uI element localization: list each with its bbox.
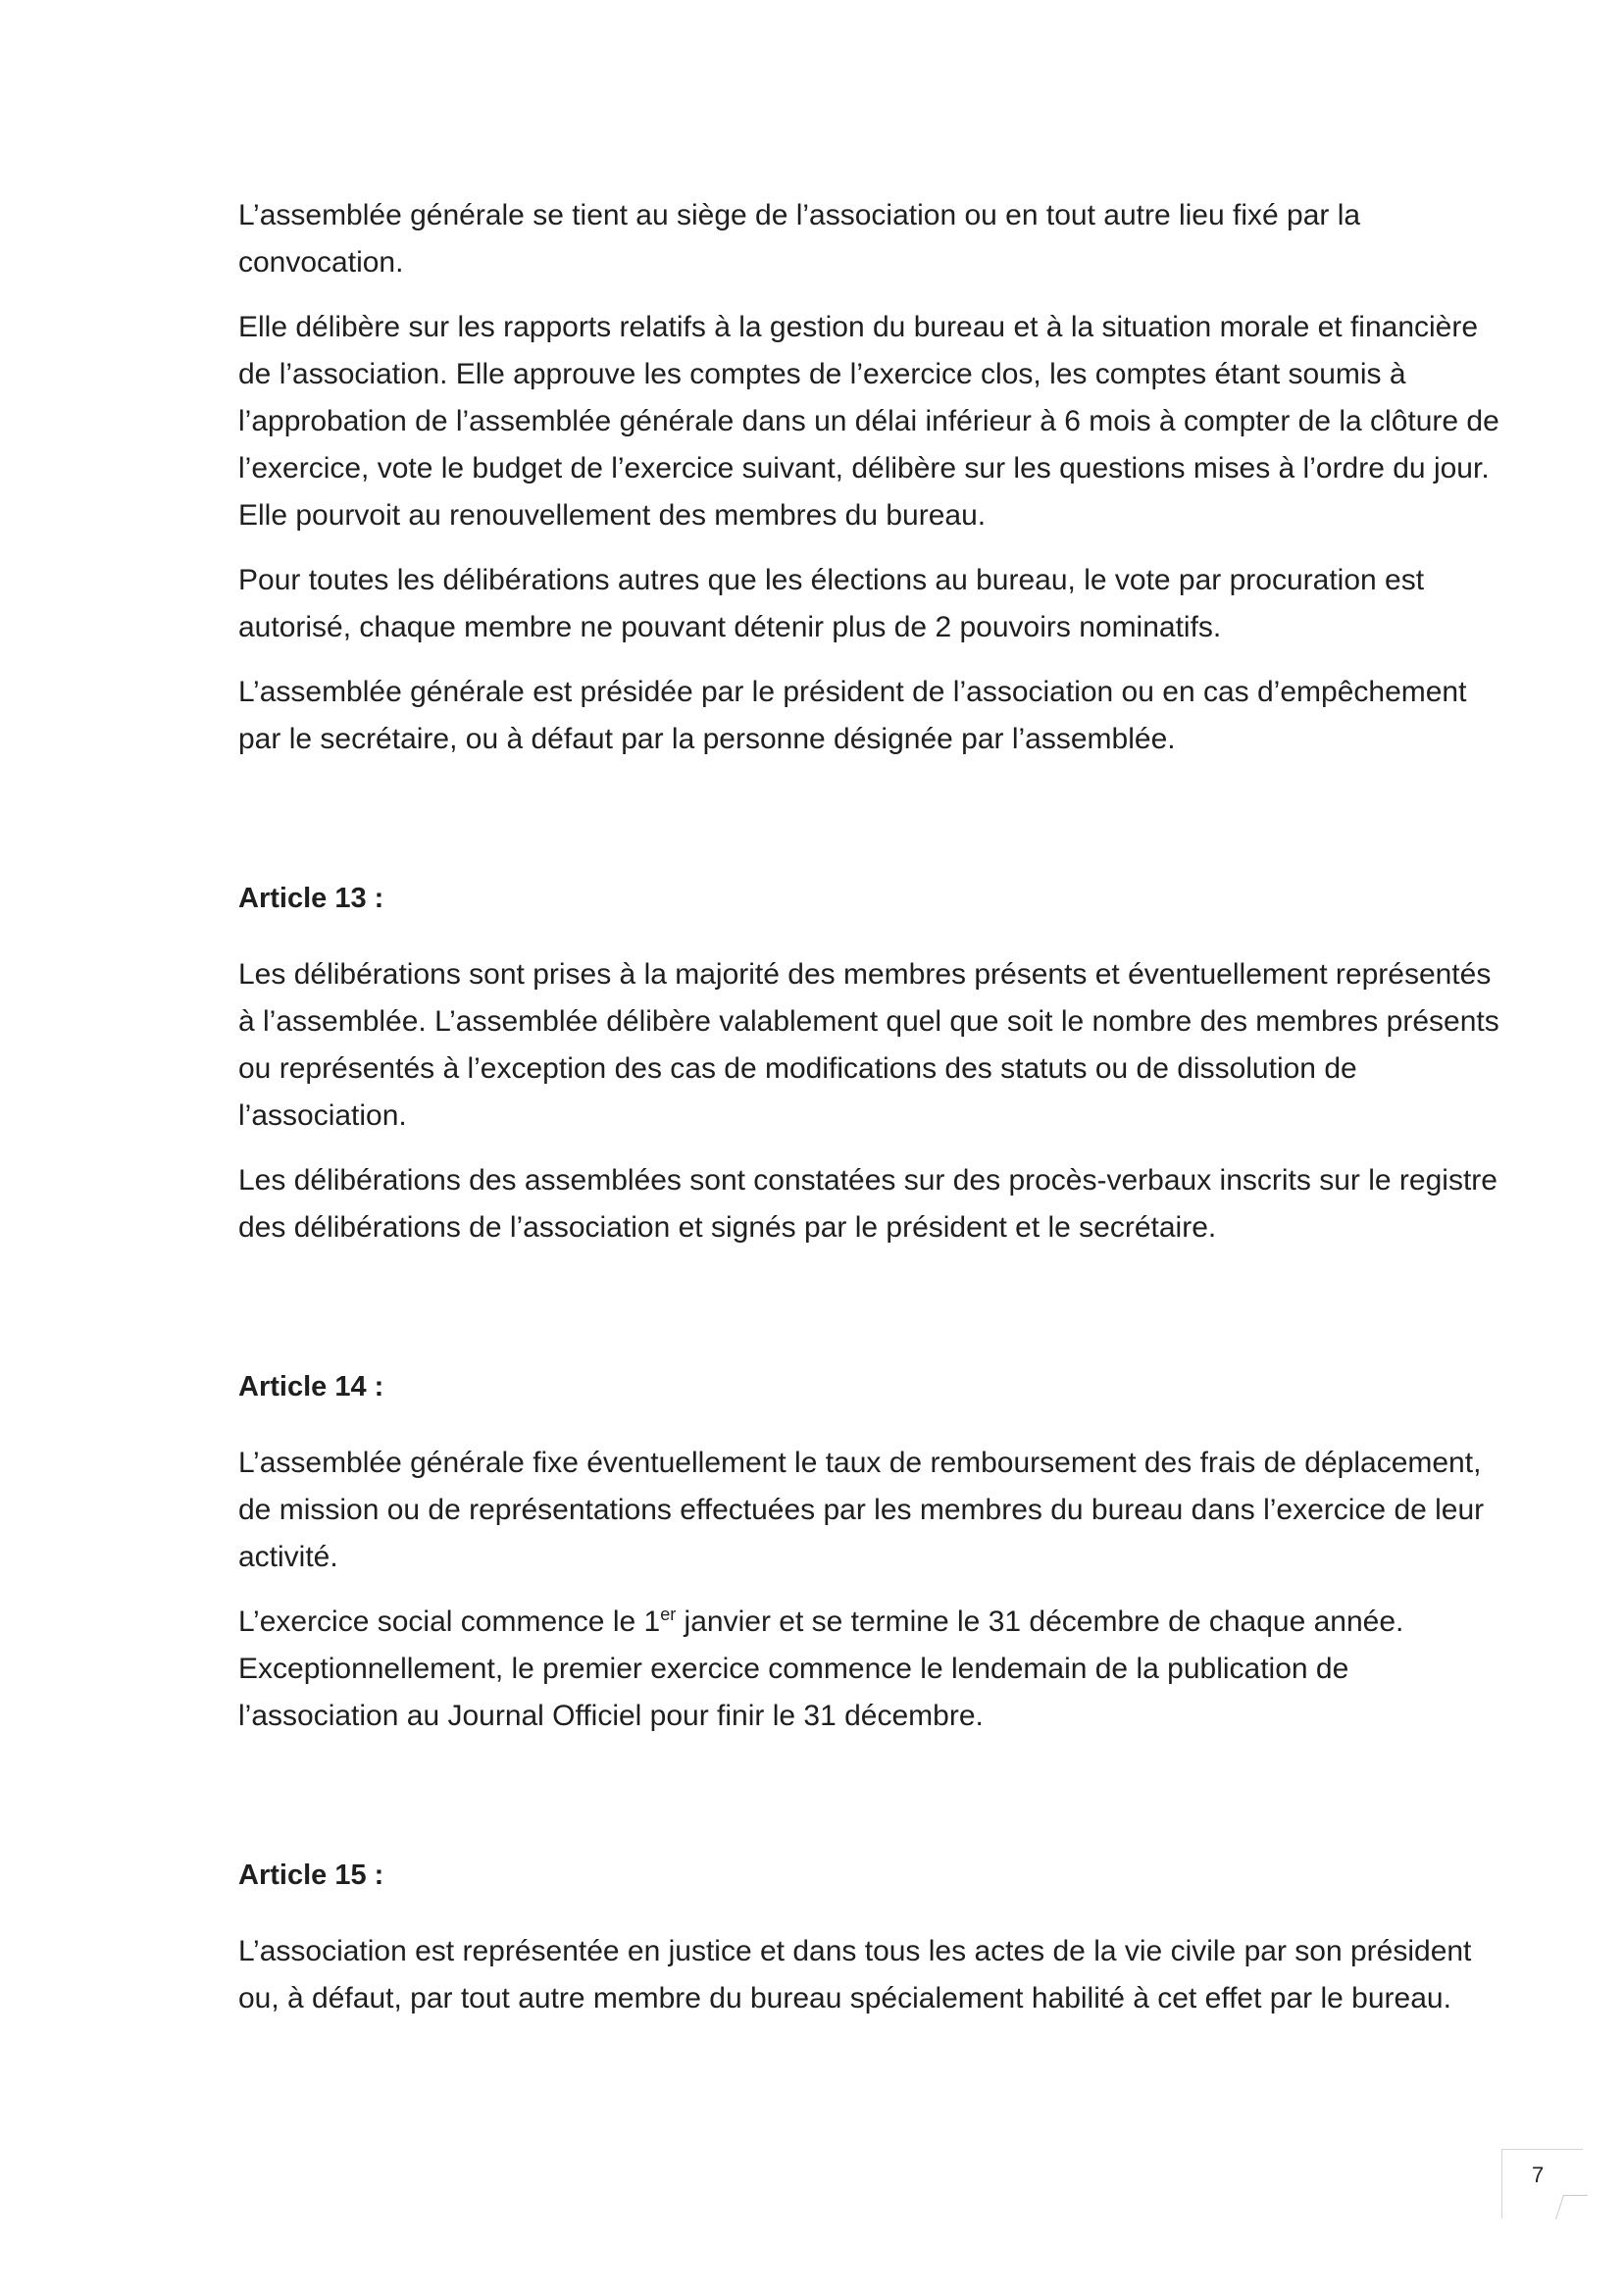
article-15-paragraph-representation: L’association est représentée en justice et dans tous les actes de la vie civile par son président ou, à défaut, par tout autre membre du bureau spécialement habilité à cet effet par le bureau. xyxy=(238,1935,1472,2014)
section-spacer xyxy=(238,1758,1503,1852)
fiscal-year-text-start: L’exercice social commence le 1 xyxy=(238,1606,661,1638)
article-13-paragraph-majority: Les délibérations sont prises à la majorité des membres présents et éventuellement représentés à l’assemblée. L’assemblée délibère valablement quel que soit le nombre des membres présents ou représentés à l’exception des cas de modifications des statuts ou de dissolution de l’association. xyxy=(238,958,1499,1132)
fiscal-year-text-end: janvier et se termine le 31 décembre de chaque année. Exceptionnellement, le premier exercice commence le lendemain de la publication de l’association au Journal Officiel pour finir le 31 décembre. xyxy=(238,1606,1404,1732)
paragraph-proxy-vote: Pour toutes les délibérations autres que les élections au bureau, le vote par procuration est autorisé, chaque membre ne pouvant détenir plus de 2 pouvoirs nominatifs. xyxy=(238,564,1425,643)
ordinal-superscript: er xyxy=(660,1605,677,1624)
article-14-paragraph-fiscal-year xyxy=(238,1599,1503,1740)
section-spacer xyxy=(238,781,1503,875)
article-14-title: Article 14 : xyxy=(238,1371,384,1402)
article-13-paragraph-minutes: Les délibérations des assemblées sont constatées sur des procès-verbaux inscrits sur le registre des délibérations de l’association et signés par le président et le secrétaire. xyxy=(238,1164,1497,1244)
paragraph-assembly-location: L’assemblée générale se tient au siège de l’association ou en tout autre lieu fixé par la convocation. xyxy=(238,199,1361,279)
document-body xyxy=(238,192,1503,2040)
article-14-paragraph-reimbursement: L’assemblée générale fixe éventuellement le taux de remboursement des frais de déplacement, de mission ou de représentations effectuées par les membres du bureau dans l’exercice de leur activité. xyxy=(238,1447,1485,1573)
article-15-title: Article 15 : xyxy=(238,1860,384,1891)
page-number: 7 xyxy=(1532,2163,1545,2187)
section-spacer xyxy=(238,1269,1503,1363)
paragraph-assembly-chair: L’assemblée générale est présidée par le président de l’association ou en cas d’empêchement par le secrétaire, ou à défaut par la personne désignée par l’assemblée. xyxy=(238,676,1467,755)
article-13-title: Article 13 : xyxy=(238,883,384,914)
paragraph-assembly-deliberations: Elle délibère sur les rapports relatifs à la gestion du bureau et à la situation morale et financière de l’association. Elle approuve les comptes de l’exercice clos, les comptes étant soumis à l’approbation de l’assemblée générale dans un délai inférieur à 6 mois à compter de la clôture de l’exercice, vote le budget de l’exercice suivant, délibère sur les questions mises à l’ordre du jour. Elle pourvoit au renouvellement des membres du bureau. xyxy=(238,311,1499,532)
